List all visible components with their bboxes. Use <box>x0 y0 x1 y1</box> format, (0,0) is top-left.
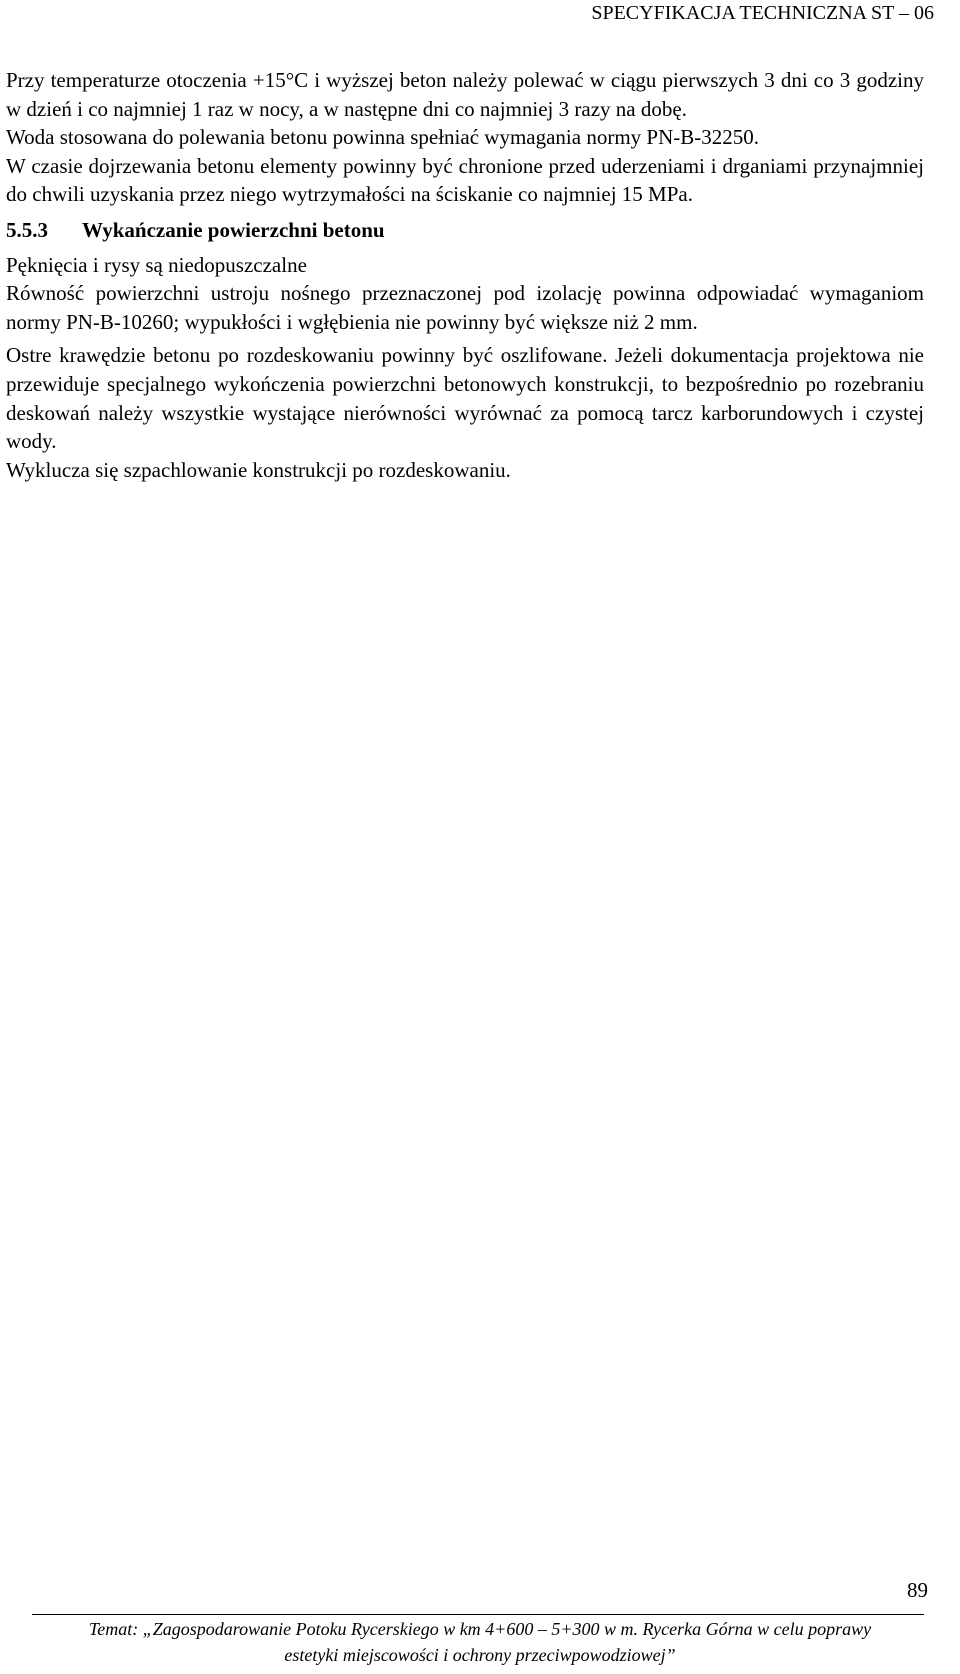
footer-line-1: Temat: „Zagospodarowanie Potoku Rycerskiego w km 4+600 – 5+300 w m. Rycerka Górna w celu poprawy <box>88 1619 872 1639</box>
footer-divider <box>32 1614 924 1615</box>
paragraph-no-plastering: Wyklucza się szpachlowanie konstrukcji po rozdeskowaniu. <box>6 457 511 482</box>
paragraph-cracks: Pęknięcia i rysy są niedopuszczalne <box>6 252 307 277</box>
footer-line-2: estetyki miejscowości i ochrony przeciwpowodziowej” <box>284 1645 676 1665</box>
section-heading <box>6 216 924 245</box>
paragraph-water-standard: Woda stosowana do polewania betonu powinna spełniać wymagania normy PN-B-32250. <box>6 125 759 150</box>
paragraph-curing-watering: Przy temperaturze otoczenia +15°C i wyższej beton należy polewać w ciągu pierwszych 3 dni co 3 godziny w dzień i co najmniej 1 raz w nocy, a w następne dni co najmniej 3 razy na dobę. <box>6 68 924 121</box>
document-body <box>6 66 924 484</box>
paragraph-curing-protection: W czasie dojrzewania betonu elementy powinny być chronione przed uderzeniami i drganiami przynajmniej do chwili uzyskania przez niego wytrzymałości na ściskanie co najmniej 15 MPa. <box>6 153 924 207</box>
section-title: Wykańczanie powierzchni betonu <box>82 217 385 242</box>
page-footer <box>0 1616 960 1668</box>
page-header: SPECYFIKACJA TECHNICZNA ST – 06 <box>591 2 934 24</box>
section-number: 5.5.3 <box>6 217 48 242</box>
paragraph-surface-flatness: Równość powierzchni ustroju nośnego przeznaczonej pod izolację powinna odpowiadać wymaganiom normy PN-B-10260; wypukłości i wgłębienia nie powinny być większe niż 2 mm. <box>6 281 924 334</box>
page-number: 89 <box>907 1578 928 1602</box>
paragraph-edge-grinding: Ostre krawędzie betonu po rozdeskowaniu powinny być oszlifowane. Jeżeli dokumentacja projektowa nie przewiduje specjalnego wykończenia powierzchni betonowych konstrukcji, to bezpośrednio po rozebraniu deskowań należy wszystkie wystające nierówności wyrównać za pomocą tarcz karborundowych i czystej wody. <box>6 343 924 454</box>
